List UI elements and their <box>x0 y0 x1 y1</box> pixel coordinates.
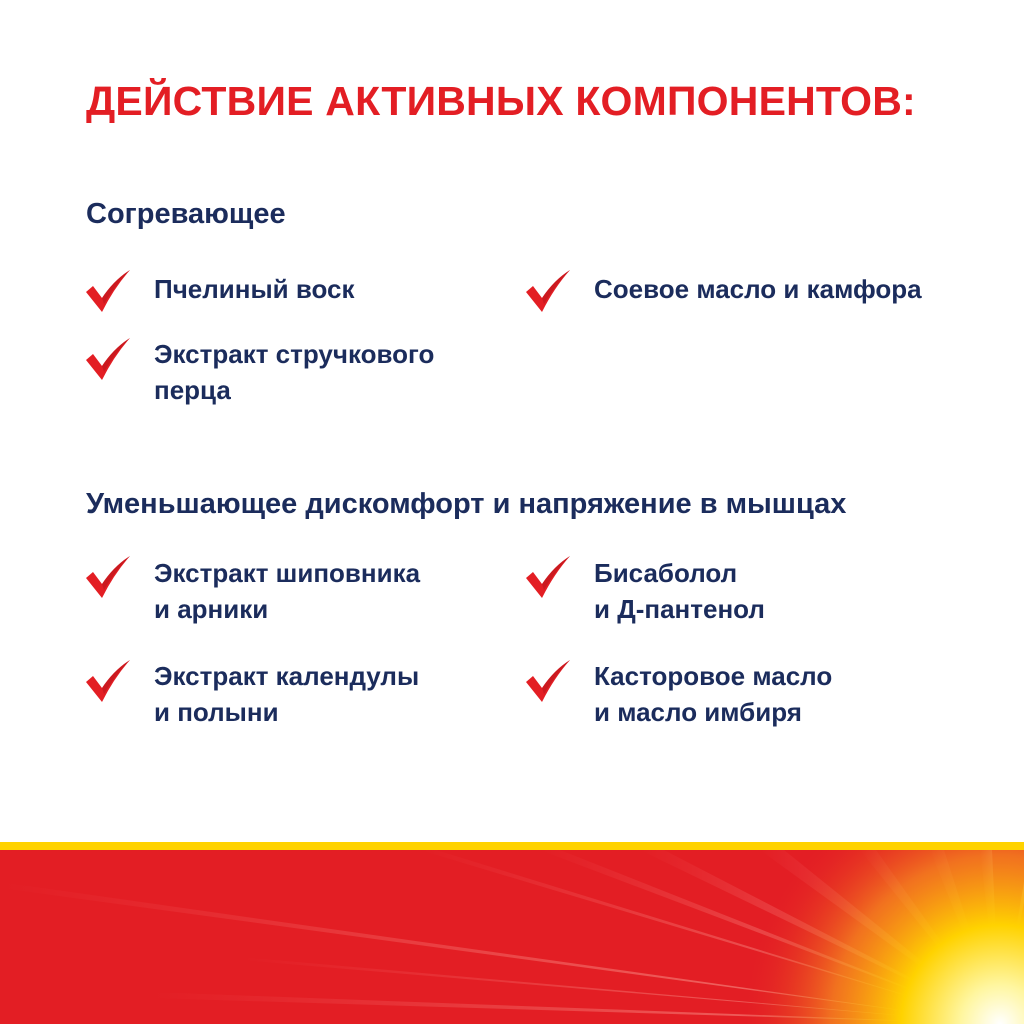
section-heading-warming: Согревающее <box>86 198 286 230</box>
checkmark-icon <box>524 658 572 704</box>
sun-rays-icon <box>0 842 1024 1024</box>
item-label: Касторовое масло и масло имбиря <box>594 661 833 727</box>
item-label: Соевое масло и камфора <box>594 274 922 304</box>
checkmark-icon <box>84 268 132 314</box>
item-label: Экстракт шиповника и арники <box>154 558 421 624</box>
sun-rays-banner <box>0 842 1024 1024</box>
checkmark-icon <box>524 268 572 314</box>
checkmark-icon <box>84 554 132 600</box>
checkmark-icon <box>84 336 132 382</box>
section-heading-muscle-relief: Уменьшающее дискомфорт и напряжение в мышцах <box>86 488 847 520</box>
checkmark-icon <box>84 658 132 704</box>
item-label: Пчелиный воск <box>154 274 355 304</box>
item-label: Экстракт календулы и полыни <box>154 661 420 727</box>
item-label: Бисаболол и Д-пантенол <box>594 558 765 624</box>
item-label: Экстракт стручкового перца <box>154 339 435 405</box>
page-title: ДЕЙСТВИЕ АКТИВНЫХ КОМПОНЕНТОВ: <box>86 78 916 124</box>
checkmark-icon <box>524 554 572 600</box>
